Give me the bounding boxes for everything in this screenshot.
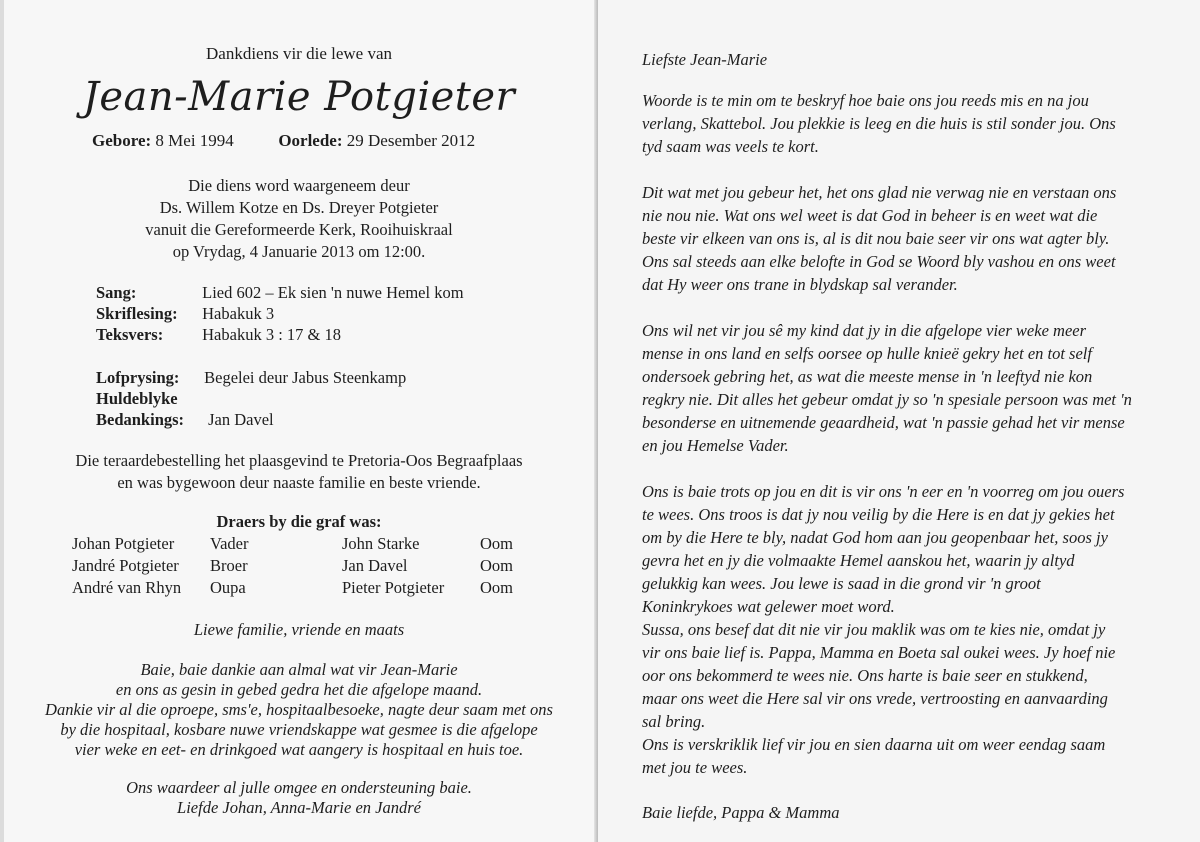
service-line: op Vrydag, 4 Januarie 2013 om 12:00. (172, 242, 426, 261)
letter-line: en jou Hemelse Vader. (642, 436, 789, 455)
letter (642, 48, 1172, 824)
program-label: Huldeblyke (96, 389, 178, 408)
program-row (96, 409, 274, 430)
letter-paragraph (642, 319, 1172, 457)
born-date: 8 Mei 1994 (155, 131, 234, 150)
program-list (96, 282, 464, 345)
pallbearer-relation: Oom (480, 556, 513, 575)
program-row (96, 282, 464, 303)
born-label: Gebore: (92, 131, 152, 150)
letter-line: Ons sal steeds aan elke belofte in God se Woord bly vashou en ons weet (642, 252, 1116, 271)
program-label: Teksvers: (96, 325, 164, 344)
program-value: Begelei deur Jabus Steenkamp (204, 368, 407, 387)
letter-line: dat Hy weer ons trane in blydskap sal verander. (642, 275, 958, 294)
left-page (0, 0, 598, 842)
pallbearer-name: Jandré Potgieter (72, 556, 179, 575)
pallbearer-relation: Broer (210, 556, 248, 575)
letter-line: verlang, Skattebol. Jou plekkie is leeg en die huis is stil sonder jou. Ons (642, 114, 1116, 133)
burial-details (0, 450, 598, 494)
letter-line: beste vir elkeen van ons is, al is dit nou baie seer vir ons wat agter bly. (642, 229, 1110, 248)
pallbearer-relation: Oom (480, 534, 513, 553)
letter-line: sal bring. (642, 712, 706, 731)
letter-line: ondersoek gebring het, as wat die meeste mense in 'n leeftyd nie kon (642, 367, 1093, 386)
pallbearer-relation: Vader (210, 534, 249, 553)
thanks-line: Dankie vir al die oproepe, sms'e, hospitaalbesoeke, nagte deur saam met ons (45, 700, 553, 719)
thanks-line: Baie, baie dankie aan almal wat vir Jean-Marie (140, 660, 458, 679)
closing-line: Liefde Johan, Anna-Marie en Jandré (177, 798, 421, 817)
letter-line: Koninkrykoes wat gelewer moet word. (642, 597, 895, 616)
life-dates (92, 131, 475, 151)
letter-line: oor ons bekommerd te wees nie. Ons harte is baie seer en stukkend, (642, 666, 1088, 685)
program-row (96, 303, 464, 324)
program-list-2 (96, 367, 406, 409)
letter-line: regkry nie. Dit alles het gebeur omdat jy so 'n spesiale persoon was met 'n (642, 390, 1132, 409)
pallbearer-row (72, 555, 513, 577)
program-value: Jan Davel (208, 410, 274, 429)
letter-greeting: Liefste Jean-Marie (642, 50, 768, 69)
program-label: Sang: (96, 283, 137, 302)
letter-line: Ons wil net vir jou sê my kind dat jy in die afgelope vier weke meer (642, 321, 1087, 340)
program-row (96, 388, 406, 409)
deceased-name: Jean-Marie Potgieter (82, 74, 516, 120)
service-details (0, 175, 598, 263)
died-date: 29 Desember 2012 (346, 131, 476, 150)
letter-line: tyd saam was veels te kort. (642, 137, 819, 156)
thanks-line: en ons as gesin in gebed gedra het die afgelope maand. (115, 680, 483, 699)
program-value: Habakuk 3 (202, 304, 275, 323)
letter-line: Woorde is te min om te beskryf hoe baie ons jou reeds mis en na jou (642, 91, 1089, 110)
letter-line: Ons is baie trots op jou en dit is vir ons 'n eer en 'n voorreg om jou ouers (642, 482, 1125, 501)
program-row (96, 367, 406, 388)
letter-line: met jou te wees. (642, 758, 748, 777)
thanks-line: by die hospitaal, kosbare nuwe vriendskappe wat gesmee is die afgelope (60, 720, 538, 739)
letter-line: Ons is verskriklik lief vir jou en sien daarna uit om weer eendag saam (642, 735, 1106, 754)
closing-line: Ons waardeer al julle omgee en ondersteuning baie. (126, 778, 472, 797)
closing-message (0, 778, 598, 818)
letter-paragraph (642, 181, 1172, 296)
pallbearer-name: Jan Davel (342, 556, 408, 575)
program-list-3 (96, 409, 274, 430)
letter-line: nie nou nie. Wat ons wel weet is dat God in beheer is en weet wat die (642, 206, 1098, 225)
pallbearer-row (72, 577, 513, 599)
pallbearers-heading: Draers by die graf was: (216, 512, 382, 531)
letter-line: Sussa, ons besef dat dit nie vir jou maklik was om te kies nie, omdat jy (642, 620, 1106, 639)
letter-line: om by die Here te bly, nadat God hom aan jou geopenbaar het, soos jy (642, 528, 1108, 547)
program-value: Lied 602 – Ek sien 'n nuwe Hemel kom (202, 283, 464, 302)
program-value: Habakuk 3 : 17 & 18 (202, 325, 341, 344)
letter-line: gevra het en jy die volmaakte Hemel aanskou het, waarin jy altyd (642, 551, 1075, 570)
pallbearer-row (72, 533, 513, 555)
burial-line: en was bygewoon deur naaste familie en beste vriende. (117, 473, 481, 492)
pallbearer-name: John Starke (342, 534, 420, 553)
thanks-message (0, 660, 598, 760)
service-line: Ds. Willem Kotze en Ds. Dreyer Potgieter (159, 198, 439, 217)
letter-paragraph (642, 480, 1172, 779)
pallbearer-relation: Oom (480, 578, 513, 597)
service-line: vanuit die Gereformeerde Kerk, Rooihuiskraal (145, 220, 453, 239)
letter-signature: Baie liefde, Pappa & Mamma (642, 803, 840, 822)
thanks-line: vier weke en eet- en drinkgoed wat aangery is hospitaal en huis toe. (74, 740, 524, 759)
letter-line: mense in ons land en selfs oorsee op hulle knieë gekry het en tot self (642, 344, 1092, 363)
letter-line: maar ons weet die Here sal vir ons vrede, vertroosting en aanvaarding (642, 689, 1108, 708)
service-heading: Dankdiens vir die lewe van (206, 44, 392, 63)
program-label: Skriflesing: (96, 304, 178, 323)
letter-line: Dit wat met jou gebeur het, het ons glad nie verwag nie en verstaan ons (642, 183, 1117, 202)
program-label: Lofprysing: (96, 368, 180, 387)
burial-line: Die teraardebestelling het plaasgevind te Pretoria-Oos Begraafplaas (75, 451, 523, 470)
pallbearer-name: André van Rhyn (72, 578, 182, 597)
letter-paragraph (642, 89, 1172, 158)
pallbearer-name: Pieter Potgieter (342, 578, 445, 597)
pallbearers-table (72, 533, 513, 599)
pallbearer-name: Johan Potgieter (72, 534, 175, 553)
letter-line: te wees. Ons troos is dat jy nou veilig by die Here is en dat jy gekies het (642, 505, 1115, 524)
died-label: Oorlede: (278, 131, 343, 150)
program-label: Bedankings: (96, 410, 185, 429)
thanks-heading: Liewe familie, vriende en maats (193, 620, 405, 639)
pallbearer-relation: Oupa (210, 578, 246, 597)
service-line: Die diens word waargeneem deur (188, 176, 410, 195)
letter-line: besonderse en uitnemende geaardheid, wat 'n passie gehad het vir mense (642, 413, 1125, 432)
program-row (96, 324, 464, 345)
letter-line: vir ons baie lief is. Pappa, Mamma en Boeta sal oukei wees. Jy hoef nie (642, 643, 1116, 662)
letter-line: gelukkig kan wees. Jou lewe is saad in die grond vir 'n groot (642, 574, 1041, 593)
